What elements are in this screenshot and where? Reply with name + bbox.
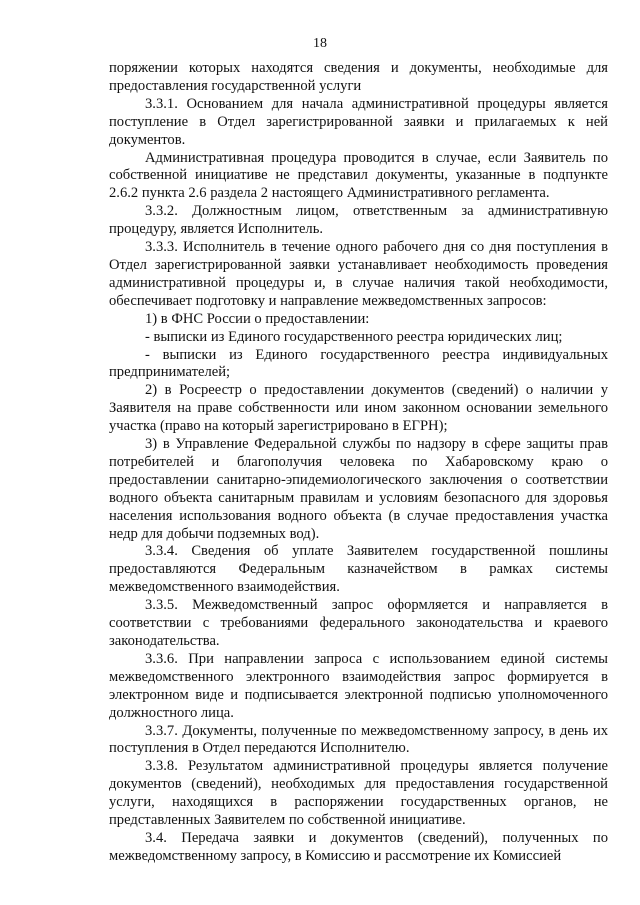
paragraph-3-3-7: 3.3.7. Документы, полученные по межведомственному запросу, в день их поступления в Отдел передаются Исполнителю. xyxy=(109,722,608,757)
paragraph-3-4: 3.4. Передача заявки и документов (сведений), полученных по межведомственному запросу, в Комиссию и рассмотрение их Комиссией xyxy=(109,829,608,864)
paragraph-3-3-5: 3.3.5. Межведомственный запрос оформляется и направляется в соответствии с требованиями федерального законодательства и краевого законодательства. xyxy=(109,597,608,649)
paragraph-procedure-condition: Административная процедура проводится в случае, если Заявитель по собственной инициативе не представил документы, указанные в подпункте 2.6.2 пункта 2.6 раздела 2 настоящего Административного регламента. xyxy=(109,149,608,202)
list-item-rosreestr: 2) в Росреестр о предоставлении документов (сведений) о наличии у Заявителя на праве собственности или ином законном основании земельного участка (право на который зарегистрировано в ЕГРН); xyxy=(109,382,608,435)
list-item-egrul: - выписки из Единого государственного реестра юридических лиц; xyxy=(145,328,563,345)
paragraph-3-3-6: 3.3.6. При направлении запроса с использованием единой системы межведомственного электронного взаимодействия запрос формируется в электронном виде и подписывается электронной подписью уполномоченного должностного лица. xyxy=(109,650,608,721)
paragraph-3-3-2: 3.3.2. Должностным лицом, ответственным за административную процедуру, является Исполнитель. xyxy=(109,203,608,238)
paragraph-continuation: поряжении которых находятся сведения и документы, необходимые для предоставления государственной услуги xyxy=(109,60,608,94)
paragraph-3-3-4: 3.3.4. Сведения об уплате Заявителем государственной пошлины предоставляются Федеральным казначейством в рамках системы межведомственного взаимодействия. xyxy=(109,543,608,596)
list-item-fns: 1) в ФНС России о предоставлении: xyxy=(145,310,370,327)
paragraph-3-3-8: 3.3.8. Результатом административной процедуры является получение документов (сведений), необходимых для предоставления государственной услуги, находящихся в распоряжении государственных органов, не представленных Заявителем по собственной инициативе. xyxy=(109,758,608,829)
list-item-rospotrebnadzor: 3) в Управление Федеральной службы по надзору в сфере защиты прав потребителей и благополучия человека по Хабаровскому краю о предоставлении санитарно-эпидемиологического заключения о соответствии водного объекта санитарным правилам и условиям безопасного для здоровья населения использования водного объекта (в случае предоставления участка недр для добычи подземных вод). xyxy=(109,436,608,542)
document-body xyxy=(109,60,608,866)
paragraph-3-3-3: 3.3.3. Исполнитель в течение одного рабочего дня со дня поступления в Отдел зарегистрированной заявки устанавливает необходимость проведения административной процедуры и, в случае наличия такой необходимости, обеспечивает подготовку и направление межведомственных запросов: xyxy=(109,239,608,309)
paragraph-3-3-1: 3.3.1. Основанием для начала административной процедуры является поступление в Отдел зарегистрированной заявки и прилагаемых к ней документов. xyxy=(109,95,608,148)
list-item-egrip: - выписки из Единого государственного реестра индивидуальных предпринимателей; xyxy=(109,346,608,381)
page-number: 18 xyxy=(313,36,327,51)
